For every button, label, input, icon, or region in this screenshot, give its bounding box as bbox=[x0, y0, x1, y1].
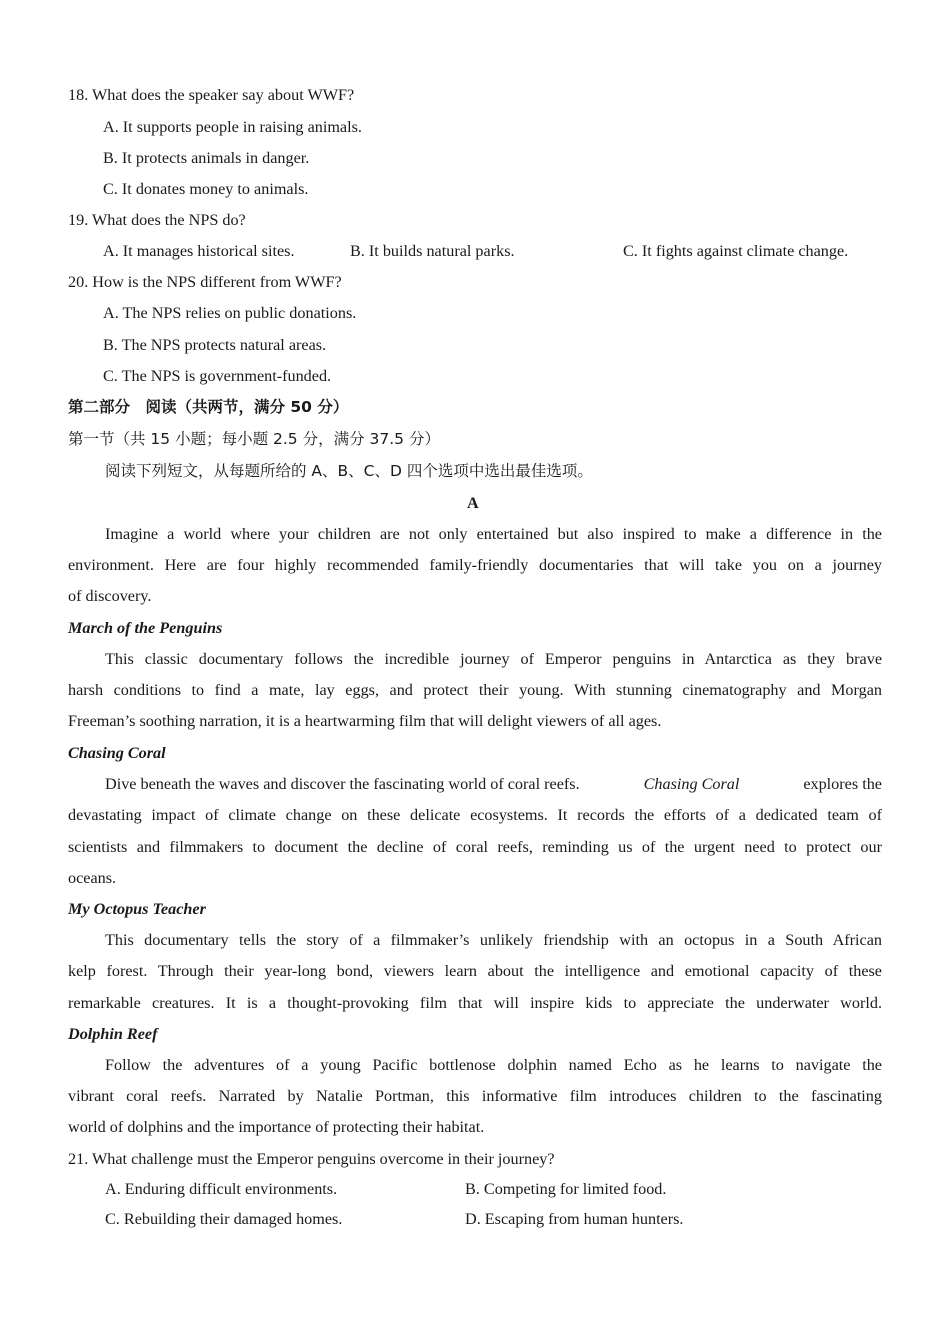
q21-stem: 21. What challenge must the Emperor penguins overcome in their journey? bbox=[68, 1150, 555, 1168]
passage-label: A bbox=[467, 494, 479, 512]
doc-4-line-1: Follow the adventures of a young Pacific bottlenose dolphin named Echo as he learns to navigate the bbox=[105, 1056, 882, 1074]
doc-1-line-3: Freeman’s soothing narration, it is a heartwarming film that will delight viewers of all ages. bbox=[68, 712, 662, 730]
q19-stem: 19. What does the NPS do? bbox=[68, 211, 246, 229]
doc-2-line-3: scientists and filmmakers to document the decline of coral reefs, reminding us of the urgent need to protect our bbox=[68, 838, 882, 856]
doc-2-line-1 bbox=[105, 774, 882, 794]
q21-option-c: C. Rebuilding their damaged homes. bbox=[105, 1210, 343, 1228]
doc-2-line-2: devastating impact of climate change on these delicate ecosystems. It records the efforts of a dedicated team of bbox=[68, 806, 882, 824]
doc-title-march-of-the-penguins: March of the Penguins bbox=[68, 619, 223, 637]
doc-3-line-2: kelp forest. Through their year-long bond, viewers learn about the intelligence and emotional capacity of these bbox=[68, 962, 882, 980]
q21-option-d: D. Escaping from human hunters. bbox=[465, 1210, 684, 1228]
q21-option-a: A. Enduring difficult environments. bbox=[105, 1180, 338, 1198]
intro-line-2: environment. Here are four highly recommended family-friendly documentaries that will take you on a journey bbox=[68, 556, 882, 574]
q19-option-b: B. It builds natural parks. bbox=[350, 242, 515, 260]
doc-4-line-3: world of dolphins and the importance of protecting their habitat. bbox=[68, 1118, 485, 1136]
q21-option-b: B. Competing for limited food. bbox=[465, 1180, 667, 1198]
reading-instruction: 阅读下列短文，从每题所给的 A、B、C、D 四个选项中选出最佳选项。 bbox=[105, 462, 593, 480]
doc-3-line-3: remarkable creatures. It is a thought-provoking film that will inspire kids to appreciate the underwater world. bbox=[68, 994, 882, 1012]
doc-4-line-2: vibrant coral reefs. Narrated by Natalie Portman, this informative film introduces children to the fascinating bbox=[68, 1087, 882, 1105]
intro-line-3: of discovery. bbox=[68, 587, 152, 605]
q20-stem: 20. How is the NPS different from WWF? bbox=[68, 273, 342, 291]
q18-stem: 18. What does the speaker say about WWF? bbox=[68, 86, 355, 104]
doc-title-dolphin-reef: Dolphin Reef bbox=[68, 1025, 158, 1043]
q19-option-a: A. It manages historical sites. bbox=[103, 242, 295, 260]
q18-option-a: A. It supports people in raising animals. bbox=[103, 118, 362, 136]
doc-2-line-4: oceans. bbox=[68, 869, 117, 887]
q20-option-a: A. The NPS relies on public donations. bbox=[103, 304, 357, 322]
doc-title-chasing-coral: Chasing Coral bbox=[68, 744, 166, 762]
doc-2-line-1-film-title: Chasing Coral bbox=[643, 775, 740, 793]
q18-option-c: C. It donates money to animals. bbox=[103, 180, 309, 198]
doc-3-line-1: This documentary tells the story of a filmmaker’s unlikely friendship with an octopus in a South African bbox=[105, 931, 882, 949]
q20-option-b: B. The NPS protects natural areas. bbox=[103, 336, 327, 354]
doc-1-line-1: This classic documentary follows the incredible journey of Emperor penguins in Antarctica as they brave bbox=[105, 650, 882, 668]
intro-line-1: Imagine a world where your children are not only entertained but also inspired to make a difference in the bbox=[105, 525, 882, 543]
q19-option-c: C. It fights against climate change. bbox=[623, 242, 849, 260]
doc-1-line-2: harsh conditions to find a mate, lay eggs, and protect their young. With stunning cinematography and Morgan bbox=[68, 681, 882, 699]
section-one-title: 第一节（共 15 小题；每小题 2.5 分，满分 37.5 分） bbox=[68, 430, 440, 448]
doc-2-line-1-end: explores the bbox=[803, 775, 882, 793]
q18-option-b: B. It protects animals in danger. bbox=[103, 149, 310, 167]
q20-option-c: C. The NPS is government-funded. bbox=[103, 367, 332, 385]
part-two-title: 第二部分 阅读（共两节，满分 50 分） bbox=[68, 398, 349, 416]
doc-title-my-octopus-teacher: My Octopus Teacher bbox=[68, 900, 206, 918]
doc-2-line-1-start: Dive beneath the waves and discover the fascinating world of coral reefs. bbox=[105, 775, 580, 793]
